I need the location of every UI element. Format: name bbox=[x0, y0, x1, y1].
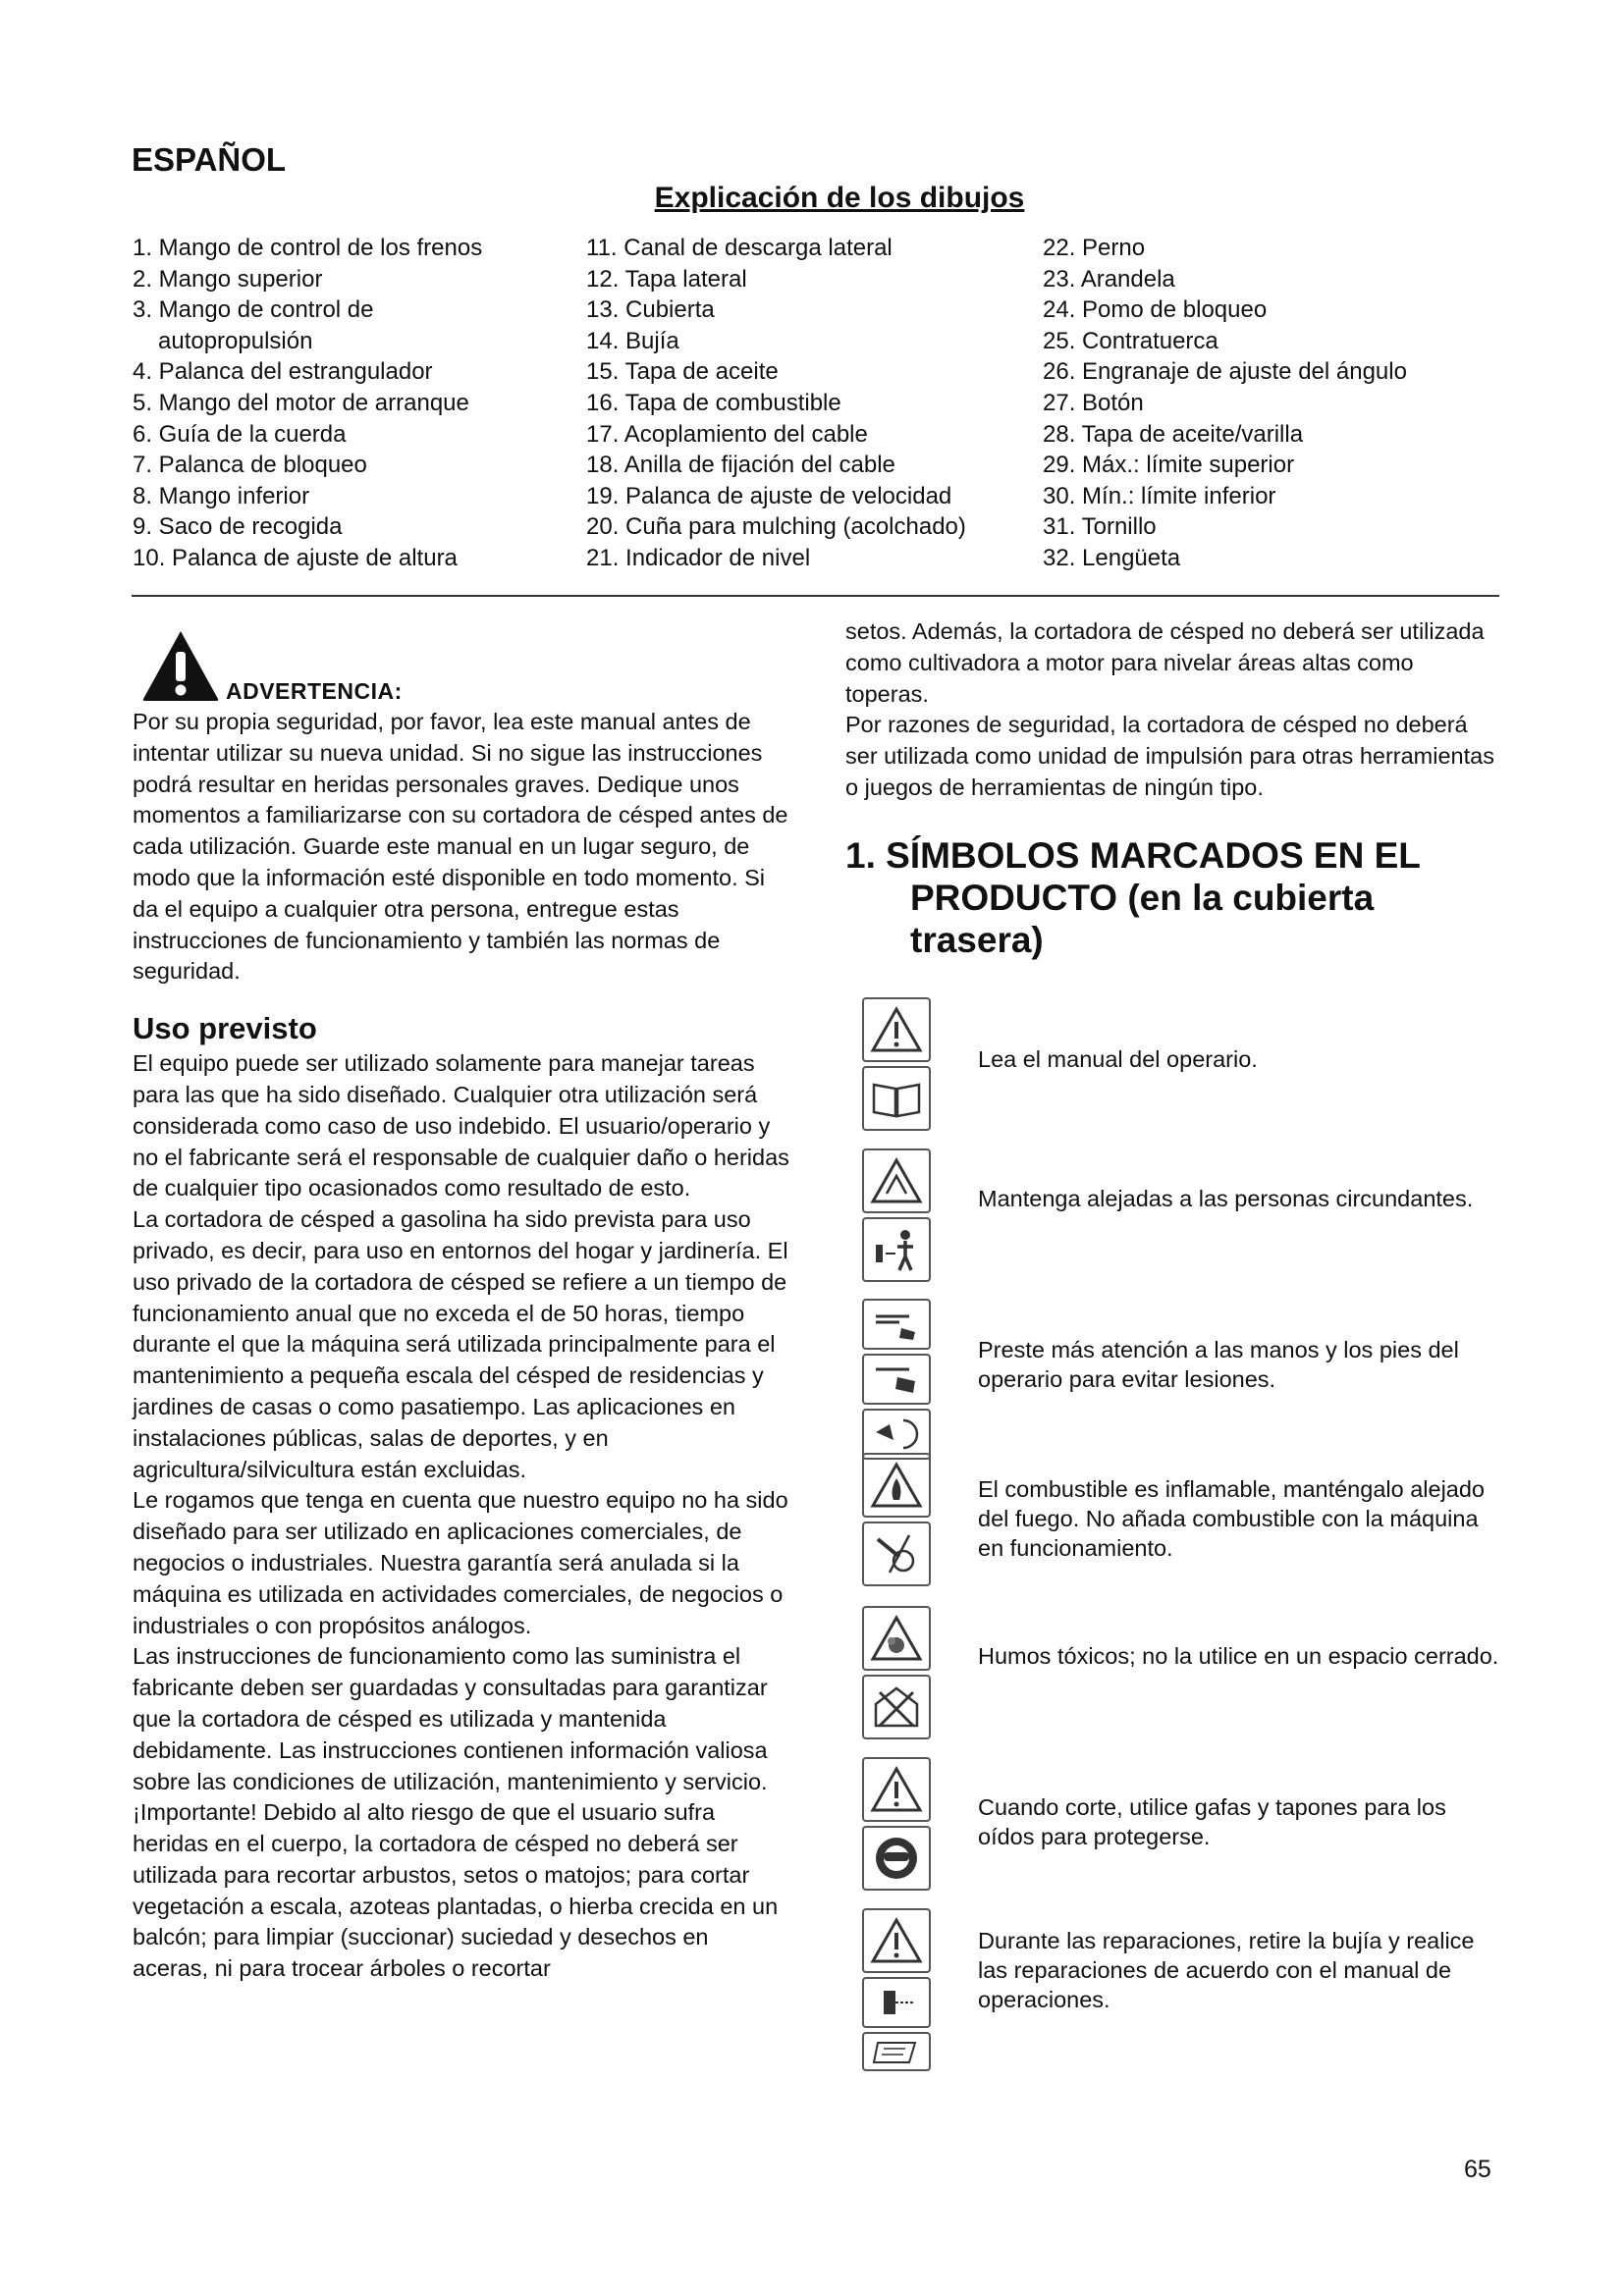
symbol-text: Mantenga alejadas a las personas circundantes. bbox=[978, 1186, 1474, 1211]
manual-icon bbox=[862, 2032, 931, 2071]
warning-triangle-icon bbox=[862, 1757, 931, 1822]
symbols-title-rest: PRODUCTO (en la cubierta trasera) bbox=[910, 878, 1375, 960]
part-item: 6. Guía de la cuerda bbox=[133, 420, 347, 448]
symbol-text: Cuando corte, utilice gafas y tapones para los oídos para protegerse. bbox=[978, 1794, 1446, 1849]
part-item: 25. Contratuerca bbox=[1043, 327, 1218, 354]
hand-blade-icon bbox=[862, 1299, 931, 1350]
part-item: 28. Tapa de aceite/varilla bbox=[1043, 420, 1304, 448]
warning-header bbox=[133, 628, 790, 707]
part-item: 29. Máx.: límite superior bbox=[1043, 452, 1295, 479]
right-column-text bbox=[845, 616, 1503, 804]
symbol-text: Humos tóxicos; no la utilice en un espacio cerrado. bbox=[978, 1643, 1499, 1669]
page-number: 65 bbox=[1464, 2156, 1491, 2183]
part-item: 24. Pomo de bloqueo bbox=[1043, 296, 1268, 324]
part-item: 23. Arandela bbox=[1043, 265, 1175, 293]
part-item: 17. Acoplamiento del cable bbox=[586, 420, 868, 448]
intended-use-paragraph: ¡Importante! Debido al alto riesgo de que el usuario sufra heridas en el cuerpo, la cortadora de césped no deberá ser utilizada para recortar arbustos, setos o matojos; para cortar vegetación a escala, azoteas plantadas, o hierba crecida en un balcón; para limpiar (succionar) suciedad y desechos en aceras, ni para trocear árboles o recortar bbox=[133, 1799, 779, 1982]
part-item: 26. Engranaje de ajuste del ángulo bbox=[1043, 358, 1407, 386]
part-item: 30. Mín.: límite inferior bbox=[1043, 482, 1276, 509]
warning-triangle-icon bbox=[862, 1148, 931, 1213]
part-item: 13. Cubierta bbox=[586, 296, 715, 324]
book-icon bbox=[862, 1066, 931, 1131]
part-item: 32. Lengüeta bbox=[1043, 544, 1181, 571]
no-indoor-use-icon bbox=[862, 1675, 931, 1739]
part-item: 14. Bujía bbox=[586, 327, 679, 354]
spark-plug-icon bbox=[862, 1977, 931, 2028]
intended-use-paragraph: Le rogamos que tenga en cuenta que nuestro equipo no ha sido diseñado para ser utilizado en aplicaciones comerciales, de negocios o industriales. Nuestra garantía será anulada si la máquina es utilizada en actividades comerciales, de negocios o industriales o con propósitos análogos. bbox=[133, 1487, 788, 1638]
goggles-earmuffs-icon bbox=[862, 1826, 931, 1891]
hand-blade-icon bbox=[862, 1354, 931, 1405]
right-paragraph: setos. Además, la cortadora de césped no deberá ser utilizada como cultivadora a motor para nivelar áreas altas como toperas. bbox=[845, 618, 1485, 707]
part-item: 19. Palanca de ajuste de velocidad bbox=[586, 482, 952, 509]
right-paragraph: Por razones de seguridad, la cortadora de césped no deberá ser utilizada como unidad de impulsión para otras herramientas o juegos de herramientas de ningún tipo. bbox=[845, 712, 1494, 800]
part-item: 16. Tapa de combustible bbox=[586, 389, 841, 416]
intended-use-paragraph: El equipo puede ser utilizado solamente para manejar tareas para las que ha sido diseñado. Cualquier otra utilización será considerada como caso de uso indebido. El usuario/operario y no el fabricante será el responsable de cualquier daño o heridas de cualquier tipo ocasionados como resultado de esto. bbox=[133, 1050, 789, 1201]
part-item: 4. Palanca del estrangulador bbox=[133, 358, 433, 386]
part-item: 12. Tapa lateral bbox=[586, 265, 747, 293]
part-item: 11. Canal de descarga lateral bbox=[586, 235, 893, 261]
part-item: 5. Mango del motor de arranque bbox=[133, 389, 469, 416]
parts-column-2 bbox=[586, 233, 966, 574]
warning-triangle-icon bbox=[862, 1908, 931, 1973]
part-item: 8. Mango inferior bbox=[133, 482, 310, 509]
part-item: 20. Cuña para mulching (acolchado) bbox=[586, 513, 966, 541]
fire-warning-icon bbox=[862, 1453, 931, 1518]
part-item: 2. Mango superior bbox=[133, 265, 323, 293]
part-item: 10. Palanca de ajuste de altura bbox=[133, 544, 458, 571]
warning-triangle-icon bbox=[862, 997, 931, 1062]
symbols-section-title bbox=[845, 834, 1513, 961]
section-divider bbox=[132, 595, 1499, 597]
language-heading: ESPAÑOL bbox=[132, 141, 287, 178]
intended-use-paragraph: La cortadora de césped a gasolina ha sido prevista para uso privado, es decir, para uso en entornos del hogar y jardinería. El uso privado de la cortadora de césped se refiere a un tiempo de funcionamiento anual que no exceda el de 50 horas, tiempo durante el que la máquina será utilizada principalmente para el mantenimiento a pequeña escala del césped de residencias y jardines de casas o como pasatiempo. Las aplicaciones en instalaciones públicas, salas de deportes, y en agricultura/silvicultura están excluidas. bbox=[133, 1206, 788, 1482]
intended-use-title: Uso previsto bbox=[133, 1011, 317, 1046]
part-item: 18. Anilla de fijación del cable bbox=[586, 452, 895, 479]
part-item: 31. Tornillo bbox=[1043, 513, 1157, 541]
part-item: 3. Mango de control de bbox=[133, 296, 374, 324]
part-item: 27. Botón bbox=[1043, 389, 1144, 416]
warning-text: Por su propia seguridad, por favor, lea este manual antes de intentar utilizar su nueva unidad. Si no sigue las instrucciones podrá resultar en heridas personales graves. Dedique unos momentos a familiarizarse con su cortadora de césped antes de cada utilización. Guarde este manual en un lugar seguro, de modo que la información esté disponible en todo momento. Si da el equipo a cualquier otra persona, entregue estas instrucciones de funcionamiento y también las normas de seguridad. bbox=[133, 709, 788, 985]
part-item: 9. Saco de recogida bbox=[133, 513, 343, 541]
part-item: 7. Palanca de bloqueo bbox=[133, 452, 367, 479]
warning-label: ADVERTENCIA: bbox=[226, 678, 403, 704]
parts-title: Explicación de los dibujos bbox=[654, 182, 1025, 214]
intended-use-paragraph: Las instrucciones de funcionamiento como las suministra el fabricante deben ser guardadas y consultadas para garantizar que la cortadora de césped es utilizada y mantenida debidamente. Las instrucciones contienen información valiosa sobre las condiciones de utilización, mantenimiento y servicio. bbox=[133, 1643, 768, 1794]
no-refuel-icon bbox=[862, 1522, 931, 1586]
part-item: autopropulsión bbox=[158, 327, 313, 354]
person-distance-icon bbox=[862, 1217, 931, 1282]
left-column bbox=[133, 628, 790, 1985]
symbol-text: El combustible es inflamable, manténgalo alejado del fuego. No añada combustible con la máquina en funcionamiento. bbox=[978, 1476, 1486, 1561]
part-item: 15. Tapa de aceite bbox=[586, 358, 779, 386]
parts-column-3 bbox=[1043, 233, 1407, 574]
fumes-warning-icon bbox=[862, 1606, 931, 1671]
symbol-text: Durante las reparaciones, retire la bujía y realice las reparaciones de acuerdo con el manual de operaciones. bbox=[978, 1928, 1475, 2012]
symbol-text: Lea el manual del operario. bbox=[978, 1046, 1258, 1072]
part-item: 21. Indicador de nivel bbox=[586, 544, 811, 571]
warning-icon bbox=[140, 628, 221, 703]
parts-column-1 bbox=[133, 233, 482, 574]
part-item: 22. Perno bbox=[1043, 235, 1146, 261]
symbols-title-line1: 1. SÍMBOLOS MARCADOS EN EL bbox=[845, 835, 1421, 876]
part-item: 1. Mango de control de los frenos bbox=[133, 235, 483, 261]
symbol-text: Preste más atención a las manos y los pies del operario para evitar lesiones. bbox=[978, 1337, 1459, 1392]
